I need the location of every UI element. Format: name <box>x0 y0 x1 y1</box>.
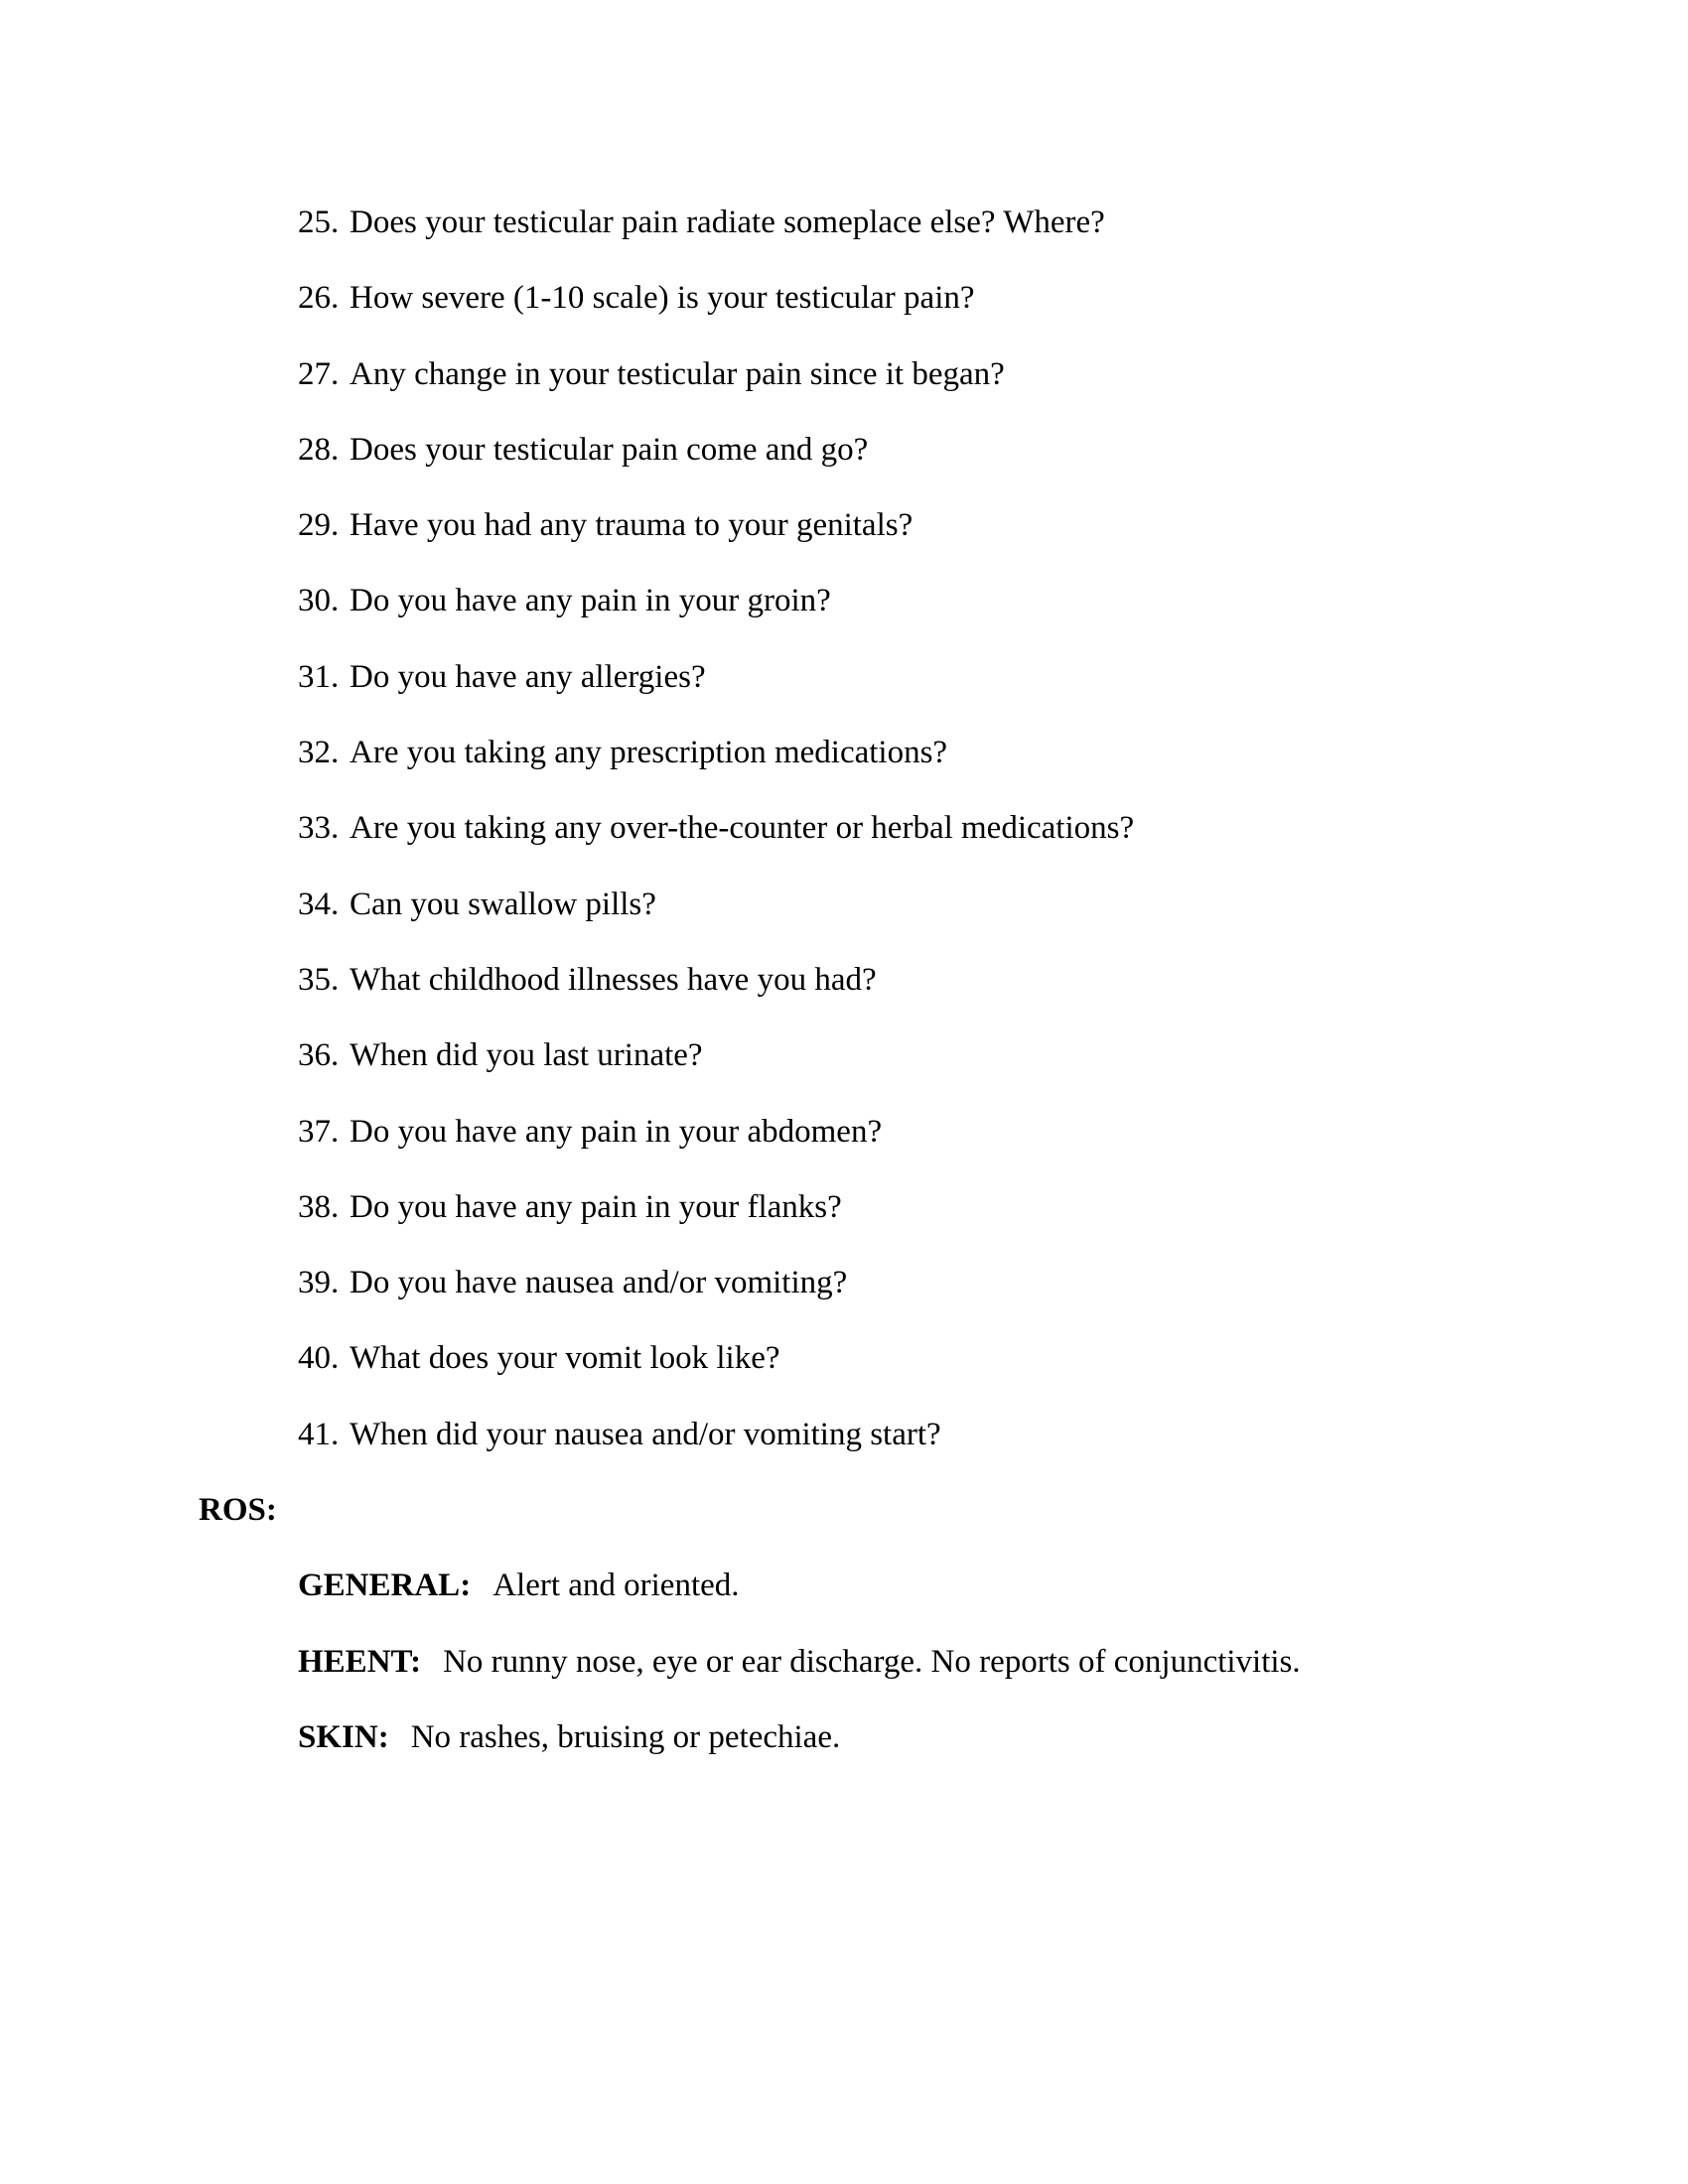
question-text: Do you have nausea and/or vomiting? <box>350 1265 848 1301</box>
question-item-38 <box>298 1169 1688 1245</box>
ros-entry-text: No rashes, bruising or petechiae. <box>410 1718 841 1755</box>
question-item-27 <box>298 337 1688 412</box>
question-text: Are you taking any prescription medications? <box>350 735 948 771</box>
question-number: 36. <box>298 1037 340 1074</box>
question-item-26 <box>298 260 1688 336</box>
question-item-29 <box>298 487 1688 563</box>
question-item-30 <box>298 563 1688 638</box>
ros-heading: ROS: <box>199 1492 277 1529</box>
question-text: Does your testicular pain come and go? <box>350 431 869 468</box>
question-text: Have you had any trauma to your genitals? <box>350 507 914 544</box>
question-text: How severe (1-10 scale) is your testicular pain? <box>350 280 975 317</box>
question-number: 37. <box>298 1113 340 1150</box>
ros-entry-label: GENERAL: <box>298 1568 472 1604</box>
question-text: Do you have any pain in your abdomen? <box>350 1113 883 1150</box>
question-number: 28. <box>298 431 340 468</box>
ros-entry-heent <box>298 1624 1688 1700</box>
question-item-32 <box>298 715 1688 790</box>
question-number: 39. <box>298 1265 340 1301</box>
question-number: 31. <box>298 658 340 695</box>
question-number: 33. <box>298 810 340 847</box>
ros-entry-text: Alert and oriented. <box>492 1568 740 1604</box>
question-number: 29. <box>298 507 340 544</box>
ros-entry-skin <box>298 1700 1688 1775</box>
question-number: 40. <box>298 1340 340 1377</box>
question-number: 38. <box>298 1188 340 1225</box>
question-number: 27. <box>298 355 340 392</box>
ros-entry-label: HEENT: <box>298 1643 422 1680</box>
question-text: Do you have any pain in your flanks? <box>350 1188 842 1225</box>
ros-entry-label: SKIN: <box>298 1718 389 1755</box>
question-item-40 <box>298 1320 1688 1396</box>
question-item-35 <box>298 942 1688 1018</box>
question-item-37 <box>298 1094 1688 1169</box>
question-item-28 <box>298 412 1688 487</box>
question-item-41 <box>298 1397 1688 1472</box>
question-text: Do you have any pain in your groin? <box>350 583 831 619</box>
question-number: 35. <box>298 961 340 998</box>
question-number: 32. <box>298 735 340 771</box>
question-item-33 <box>298 790 1688 866</box>
question-text: Can you swallow pills? <box>350 886 656 922</box>
question-number: 41. <box>298 1416 340 1452</box>
question-text: What does your vomit look like? <box>350 1340 780 1377</box>
question-text: When did you last urinate? <box>350 1037 703 1074</box>
question-number: 26. <box>298 280 340 317</box>
question-text: Are you taking any over-the-counter or herbal medications? <box>350 810 1135 847</box>
question-item-39 <box>298 1245 1688 1320</box>
question-item-31 <box>298 639 1688 715</box>
question-text: Does your testicular pain radiate someplace else? Where? <box>350 205 1105 240</box>
question-number: 34. <box>298 886 340 922</box>
question-text: What childhood illnesses have you had? <box>350 961 877 998</box>
question-item-34 <box>298 867 1688 942</box>
ros-entry-general <box>298 1548 1688 1623</box>
question-item-25 <box>298 185 1688 260</box>
question-text: When did your nausea and/or vomiting start? <box>350 1416 941 1452</box>
question-text: Do you have any allergies? <box>350 658 706 695</box>
question-number: 25. <box>298 205 340 240</box>
question-item-36 <box>298 1018 1688 1093</box>
ros-entry-text: No runny nose, eye or ear discharge. No reports of conjunctivitis. <box>443 1643 1301 1680</box>
question-text: Any change in your testicular pain since it began? <box>350 355 1005 392</box>
question-number: 30. <box>298 583 340 619</box>
